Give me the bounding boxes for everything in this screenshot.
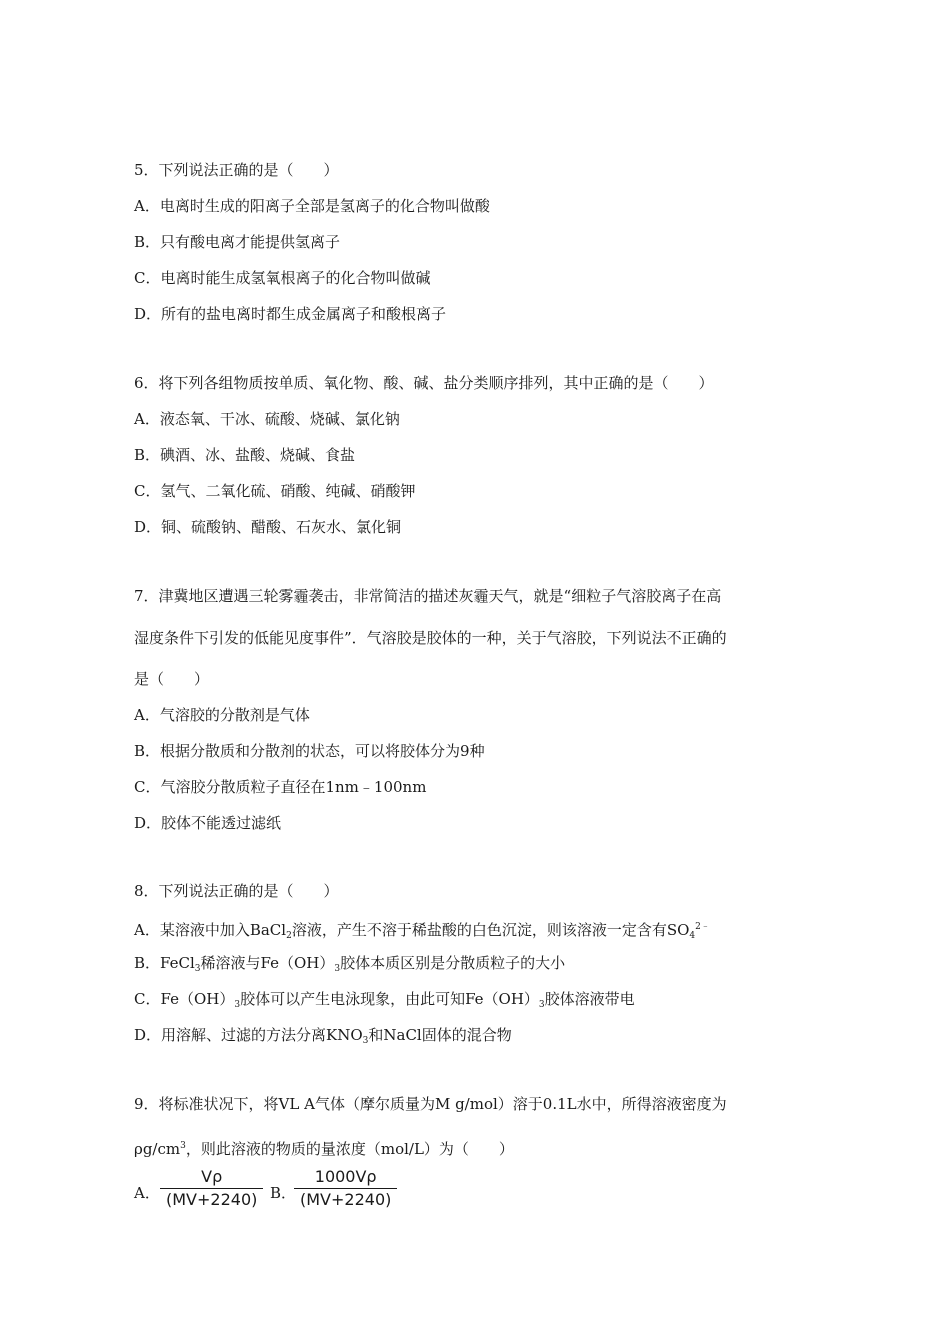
question-7-option-c: C．气溶胶分散质粒子直径在1nm﹣100nm bbox=[134, 778, 427, 796]
question-8-option-d: D．用溶解、过滤的方法分离$KNO_3$和NaCl固体的混合物 bbox=[134, 1026, 512, 1046]
question-8-option-b: B．FeCl$_3$稀溶液与$Fe(OH)_3$胶体本质区别是分散质粒子的大小 bbox=[134, 954, 566, 974]
question-8-option-a: A．某溶液中加入BaCl$_2$溶液，产生不溶于稀盐酸的白色沉淀，则该溶液一定含有$SO_4^{2﹣}$ bbox=[134, 921, 710, 941]
question-6-option-d: D．铜、硫酸钠、醋酸、石灰水、氯化铜 bbox=[134, 518, 402, 536]
question-7-stem-line-3: 是（ ） bbox=[134, 670, 210, 688]
question-9-option-b-label: B． bbox=[270, 1184, 297, 1202]
fraction-denominator: (MV+2240) bbox=[166, 1190, 258, 1209]
question-6-option-b: B．碘酒、冰、盐酸、烧碱、食盐 bbox=[134, 446, 356, 464]
question-5-option-b: B．只有酸电离才能提供氢离子 bbox=[134, 233, 341, 251]
question-5-stem: 5．下列说法正确的是（ ） bbox=[134, 161, 339, 179]
question-5-option-d: D．所有的盐电离时都生成金属离子和酸根离子 bbox=[134, 305, 447, 323]
question-7-option-d: D．胶体不能透过滤纸 bbox=[134, 814, 282, 832]
question-9-option-a-fraction bbox=[160, 1166, 263, 1211]
question-9-stem-line-1: 9．将标准状况下，将VL A气体（摩尔质量为M g/mol）溶于0.1L水中，所得溶液密度为 bbox=[134, 1095, 727, 1113]
question-6-stem: 6．将下列各组物质按单质、氧化物、酸、碱、盐分类顺序排列，其中正确的是（ ） bbox=[134, 374, 714, 392]
question-5-option-c: C．电离时能生成氢氧根离子的化合物叫做碱 bbox=[134, 269, 431, 287]
question-8-option-c: C．$Fe(OH)_3$胶体可以产生电泳现象，由此可知$Fe(OH)_3$胶体溶液带电 bbox=[134, 990, 635, 1010]
question-7-stem-line-1: 7．津冀地区遭遇三轮雾霾袭击，非常简洁的描述灰霾天气，就是“细粒子气溶胶离子在高 bbox=[134, 587, 722, 605]
question-7-stem-line-2: 湿度条件下引发的低能见度事件”．气溶胶是胶体的一种，关于气溶胶，下列说法不正确的 bbox=[134, 629, 727, 647]
question-6-option-c: C．氢气、二氧化硫、硝酸、纯碱、硝酸钾 bbox=[134, 482, 416, 500]
question-9-option-a-label: A． bbox=[134, 1184, 160, 1202]
question-8-stem: 8．下列说法正确的是（ ） bbox=[134, 882, 339, 900]
question-7-option-b: B．根据分散质和分散剂的状态，可以将胶体分为9种 bbox=[134, 742, 485, 760]
question-7-option-a: A．气溶胶的分散剂是气体 bbox=[134, 706, 310, 724]
question-5-option-a: A．电离时生成的阳离子全部是氢离子的化合物叫做酸 bbox=[134, 197, 490, 215]
question-9-stem-line-2: $\rho g/cm^3$，则此溶液的物质的量浓度（mol/L）为（ ） bbox=[134, 1140, 514, 1158]
fraction-numerator: Vρ bbox=[160, 1166, 263, 1189]
question-6-option-a: A．液态氧、干冰、硫酸、烧碱、氯化钠 bbox=[134, 410, 400, 428]
fraction-denominator: (MV+2240) bbox=[300, 1190, 392, 1209]
question-9-option-b-fraction bbox=[294, 1166, 397, 1211]
fraction-numerator: 1000Vρ bbox=[294, 1166, 397, 1189]
